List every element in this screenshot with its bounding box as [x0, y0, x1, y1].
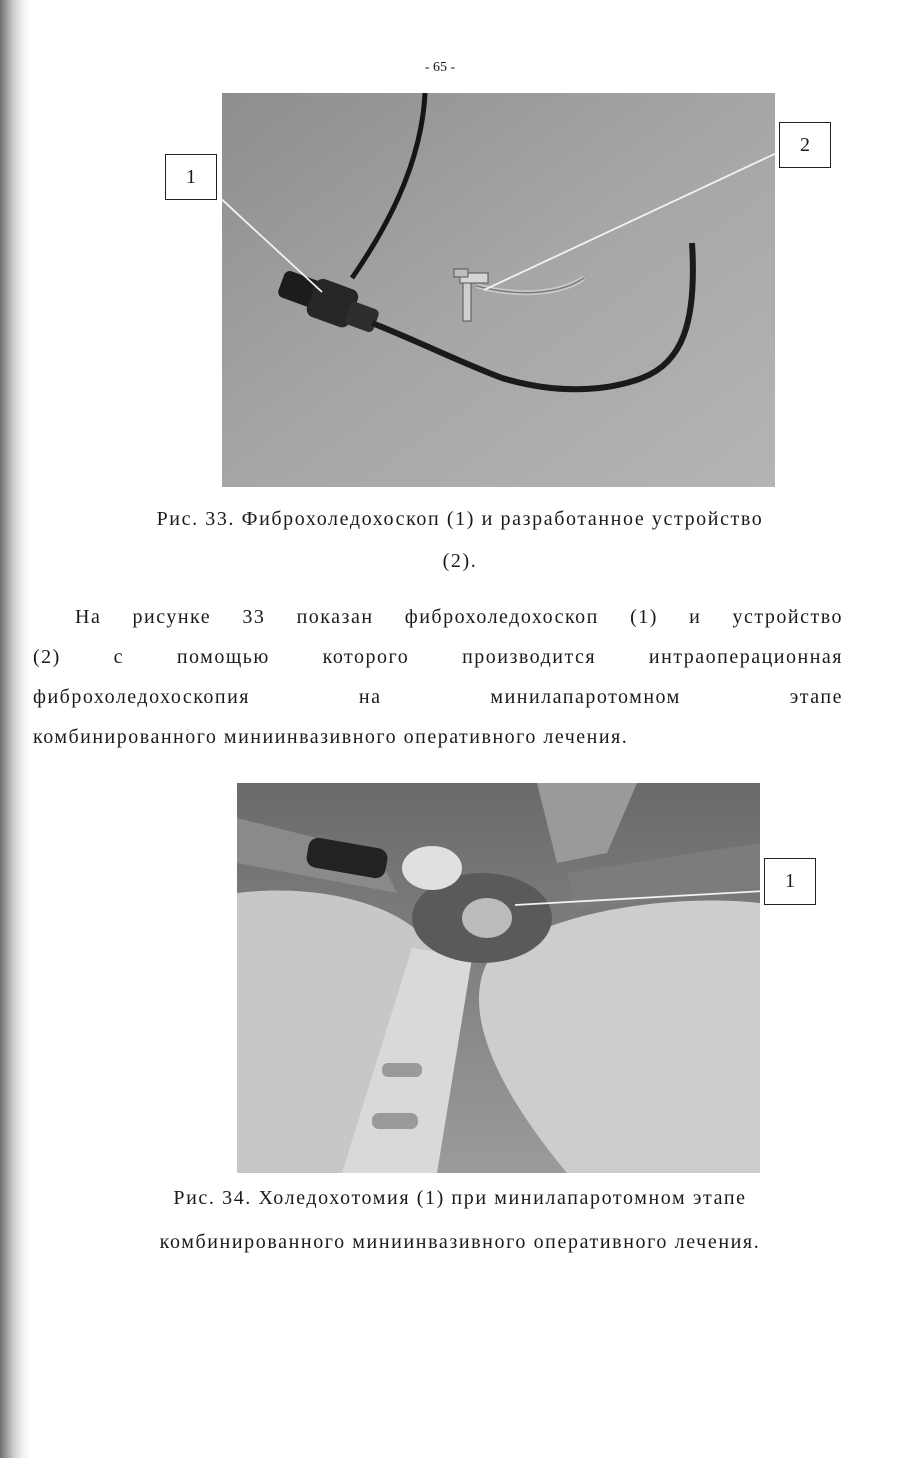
book-spine-shadow — [0, 0, 30, 1458]
figure-33-caption-line-2: (2). — [442, 550, 478, 572]
paragraph-line-2: (2) с помощью которого производится интраоперационная — [33, 646, 843, 668]
paragraph-line-3: фиброхоледохоскопия на минилапаротомном этапе — [33, 686, 843, 708]
figure-34-caption-line-2: комбинированного миниинвазивного оперативного лечения. — [159, 1231, 761, 1253]
figure-34-caption — [40, 1176, 880, 1264]
figure-33-callout-2: 2 — [779, 122, 831, 168]
figure-34-callout-1: 1 — [764, 858, 816, 905]
choledochotomy-photo — [237, 783, 760, 1173]
figure-33-photo — [186, 93, 810, 487]
figure-33-caption — [60, 497, 860, 583]
fibrocholedochoscope-photo — [222, 93, 775, 487]
page-number: - 65 - — [424, 60, 456, 75]
figure-33-caption-line-1: Рис. 33. Фиброхоледохоскоп (1) и разработанное устройство — [156, 508, 764, 530]
figure-34-caption-line-1: Рис. 34. Холедохотомия (1) при минилапаротомном этапе — [173, 1187, 747, 1209]
body-paragraph — [33, 597, 843, 757]
paragraph-line-1: На рисунке 33 показан фиброхоледохоскоп (1) и устройство — [75, 606, 843, 628]
paragraph-line-4: комбинированного миниинвазивного оперативного лечения. — [33, 726, 629, 748]
figure-34-photo — [237, 783, 795, 1173]
figure-33-callout-1: 1 — [165, 154, 217, 200]
